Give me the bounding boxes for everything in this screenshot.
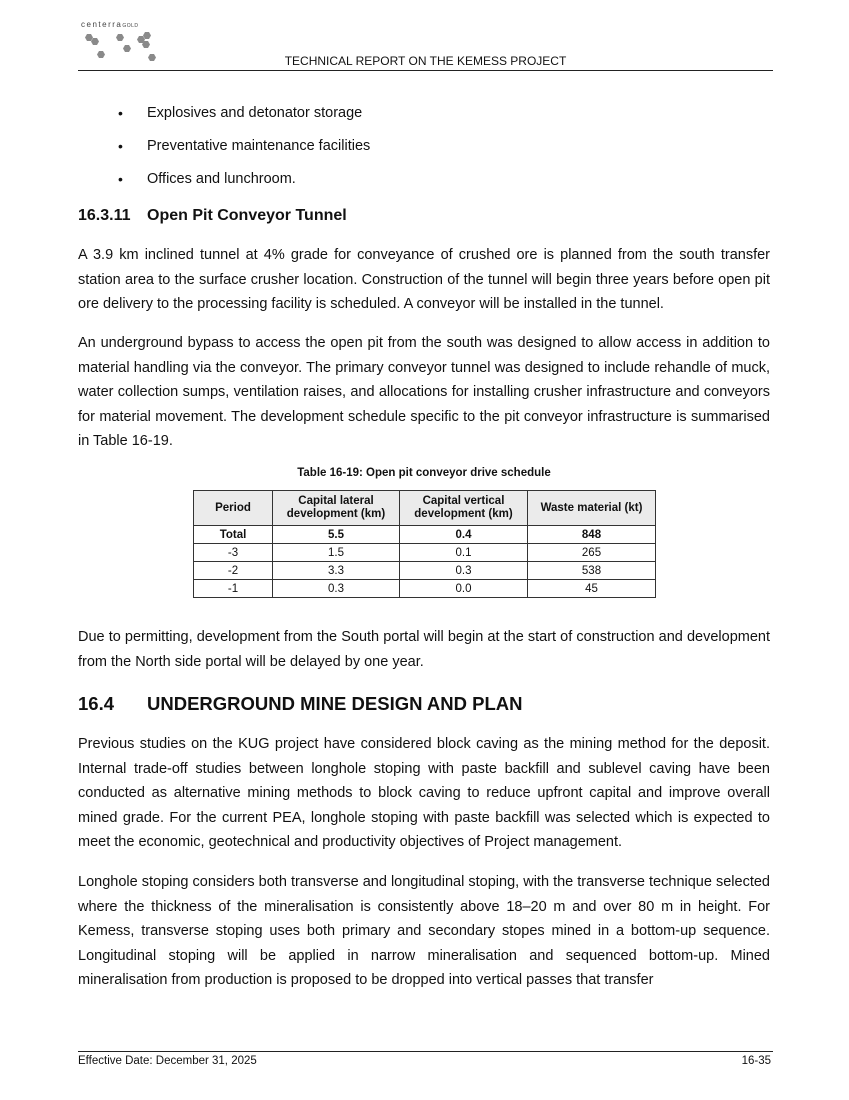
page-number: 16-35 — [741, 1055, 771, 1067]
footer-divider — [78, 1051, 773, 1052]
table-cell: -1 — [194, 580, 273, 598]
conveyor-schedule-table — [193, 490, 656, 598]
list-item: • Offices and lunchroom. — [118, 169, 370, 189]
table-cell: 5.5 — [273, 526, 400, 544]
table-cell: 0.3 — [273, 580, 400, 598]
table-cell: 0.1 — [400, 544, 528, 562]
table-row — [194, 526, 656, 544]
table-caption: Table 16-19: Open pit conveyor drive schedule — [297, 467, 551, 479]
paragraph-longhole-stoping: Longhole stoping considers both transverse and longitudinal stoping, with the transverse technique selected where the thickness of the mineralisation is consistently above 18–20 m and over 80 m in height. For Kemess, transverse stoping uses both primary and secondary stopes mined in a bottom-up sequence. Longitudinal stoping will be applied in narrow mineralisation and sequenced bottom-up. Mined mineralisation from production is proposed to be dropped into vertical passes that transfer — [78, 874, 770, 988]
table-cell: 0.3 — [400, 562, 528, 580]
table-cell: 1.5 — [273, 544, 400, 562]
column-header: Capital vertical development (km) — [400, 491, 528, 526]
header-divider — [78, 70, 773, 71]
table-cell: -3 — [194, 544, 273, 562]
table-cell: 0.0 — [400, 580, 528, 598]
list-item: • Explosives and detonator storage — [118, 103, 370, 123]
column-header: Waste material (kt) — [528, 491, 656, 526]
table-cell: 3.3 — [273, 562, 400, 580]
table-header-row — [194, 491, 656, 526]
table-row — [194, 580, 656, 598]
section-heading-16-3-11: 16.3.11 Open Pit Conveyor Tunnel — [78, 207, 347, 224]
paragraph-tunnel-description: A 3.9 km inclined tunnel at 4% grade for conveyance of crushed ore is planned from the south transfer station area to the surface crusher location. Construction of the tunnel will begin three years before open pit ore delivery to the processing facility is scheduled. A conveyor will be installed in the tunnel. — [78, 247, 770, 312]
table-cell: 0.4 — [400, 526, 528, 544]
effective-date: Effective Date: December 31, 2025 — [78, 1055, 257, 1067]
table-cell: 538 — [528, 562, 656, 580]
logo-wordmark: centerraGOLD — [81, 20, 139, 29]
table-row — [194, 544, 656, 562]
section-heading-16-4: 16.4 UNDERGROUND MINE DESIGN AND PLAN — [78, 693, 523, 714]
paragraph-bypass-description: An underground bypass to access the open pit from the south was designed to allow access in addition to material handling via the conveyor. The primary conveyor tunnel was designed to include rehandle of muck, water collection sumps, ventilation raises, and allocations for installing crusher infrastructure and conveyors for material movement. The development schedule specific to the pit conveyor infrastructure is summarised in Table 16-19. — [78, 335, 770, 449]
table-cell: 45 — [528, 580, 656, 598]
table-cell: -2 — [194, 562, 273, 580]
column-header: Period — [194, 491, 273, 526]
paragraph-permitting: Due to permitting, development from the South portal will begin at the start of construction and development from the North side portal will be delayed by one year. — [78, 629, 770, 670]
report-header-title: TECHNICAL REPORT ON THE KEMESS PROJECT — [284, 54, 567, 68]
table-cell: Total — [194, 526, 273, 544]
list-item: • Preventative maintenance facilities — [118, 136, 370, 156]
facility-bullet-list — [118, 103, 370, 202]
table-cell: 265 — [528, 544, 656, 562]
table-cell: 848 — [528, 526, 656, 544]
paragraph-mining-method: Previous studies on the KUG project have considered block caving as the mining method for the deposit. Internal trade-off studies between longhole stoping with paste backfill and sublevel caving have been conducted as alternative mining methods to block caving to reduce upfront capital and improve overall mined grade. For the current PEA, longhole stoping with paste backfill was selected which is expected to meet the economic, geotechnical and productivity objectives of Project management. — [78, 736, 770, 850]
table-row — [194, 562, 656, 580]
column-header: Capital lateral development (km) — [273, 491, 400, 526]
